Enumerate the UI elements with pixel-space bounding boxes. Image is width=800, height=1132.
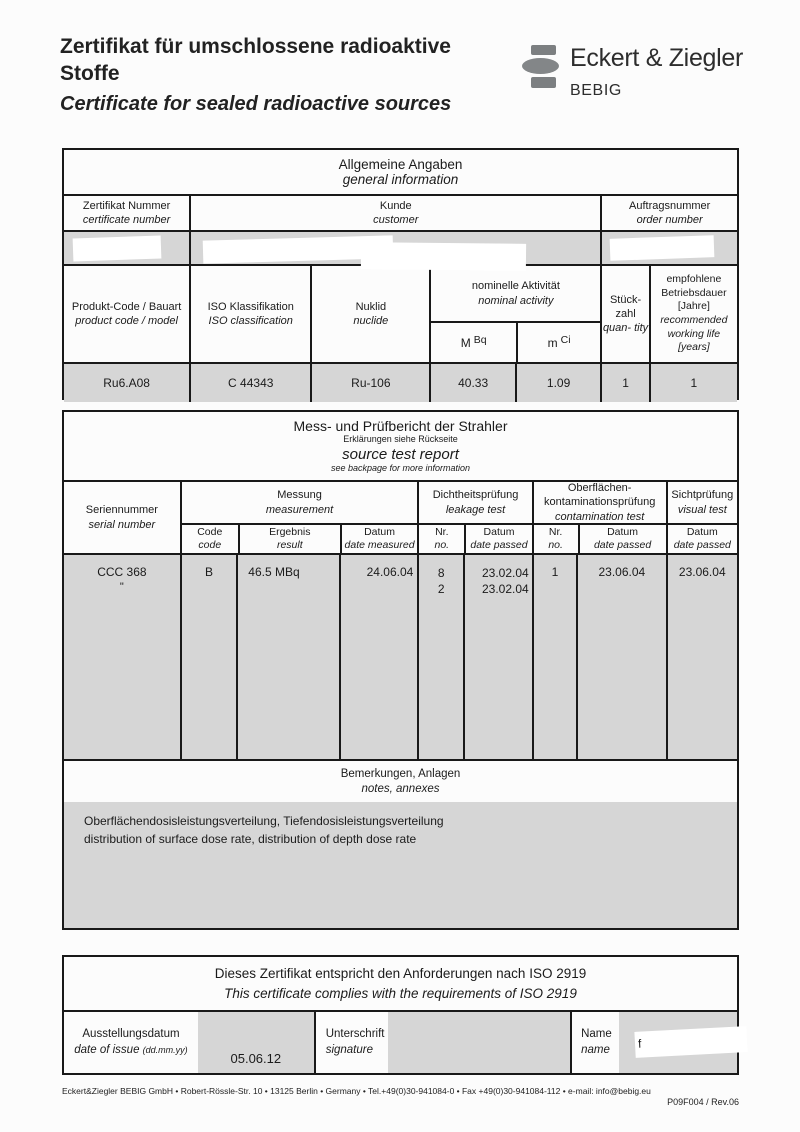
logo-text bbox=[570, 44, 743, 100]
visual-date-label-en: date passed bbox=[673, 539, 731, 551]
order-number-label-en: order number bbox=[636, 214, 703, 226]
serial-number-label-de: Seriennummer bbox=[85, 504, 158, 517]
customer-label-en: customer bbox=[373, 214, 419, 226]
iso-classification-label-de: ISO Klassifikation bbox=[207, 300, 294, 313]
iso-classification-header bbox=[189, 266, 310, 362]
general-info-title-row bbox=[64, 150, 737, 194]
working-life-label-de: empfohlene Betriebsdauer [Jahre] bbox=[661, 273, 727, 313]
contam-date-value: 23.06.04 bbox=[576, 555, 666, 759]
quantity-header bbox=[600, 266, 648, 362]
general-information-table bbox=[62, 148, 739, 400]
result-header bbox=[238, 525, 340, 553]
signature-row bbox=[64, 1010, 737, 1073]
nominal-activity-label-en: nominal activity bbox=[478, 294, 554, 307]
customer-header bbox=[189, 196, 600, 230]
nominal-activity-title bbox=[431, 266, 600, 323]
product-code-label-en: product code / model bbox=[75, 315, 178, 327]
name-header bbox=[572, 1012, 619, 1073]
date-of-issue-label-en: date of issue bbox=[74, 1043, 140, 1056]
nuclide-header bbox=[310, 266, 429, 362]
serial-ditto-mark: " bbox=[119, 581, 124, 593]
contam-no-value: 1 bbox=[532, 555, 576, 759]
measurement-label-de: Messung bbox=[277, 489, 322, 502]
certificate-number-label-en: certificate number bbox=[82, 214, 171, 226]
leak-date-label-de: Datum bbox=[483, 525, 515, 538]
quantity-label-de: Stück- zahl bbox=[609, 293, 642, 320]
date-measured-label-de: Datum bbox=[364, 525, 396, 538]
serial-number-value bbox=[64, 555, 180, 759]
nominal-activity-header bbox=[429, 266, 600, 362]
report-data-row bbox=[64, 553, 737, 759]
leak-no-1: 8 bbox=[437, 566, 445, 580]
measurement-label-en: measurement bbox=[265, 503, 334, 516]
activity-mbq-value: 40.33 bbox=[429, 364, 514, 402]
contam-date-label-en: date passed bbox=[593, 539, 652, 551]
date-of-issue-header bbox=[64, 1012, 198, 1073]
report-title-row bbox=[64, 412, 737, 480]
name-label-en: name bbox=[581, 1043, 610, 1056]
serial-number-header bbox=[64, 482, 180, 553]
visual-test-label-en: visual test bbox=[677, 503, 727, 516]
document-reference: P09F004 / Rev.06 bbox=[667, 1097, 739, 1107]
visual-date-header bbox=[668, 525, 737, 553]
date-measured-header bbox=[340, 525, 418, 553]
logo-ellipse bbox=[522, 58, 559, 74]
general-info-title-en: general information bbox=[342, 172, 459, 187]
quantity-value: 1 bbox=[600, 364, 648, 402]
notes-title-de: Bemerkungen, Anlagen bbox=[340, 767, 461, 780]
nuclide-label-de: Nuklid bbox=[355, 300, 387, 313]
contamination-label-de1: Oberflächen- bbox=[567, 482, 632, 495]
stacked-discs-icon bbox=[522, 44, 559, 91]
compliance-title-de: Dieses Zertifikat entspricht den Anforderungen nach ISO 2919 bbox=[214, 965, 587, 981]
unit-mbq-main: M bbox=[460, 335, 471, 350]
leak-date-1: 23.02.04 bbox=[481, 566, 529, 580]
report-title-en: source test report bbox=[342, 445, 459, 463]
leak-no-label-de: Nr. bbox=[435, 525, 449, 538]
result-value: 46.5 MBq bbox=[236, 555, 339, 759]
unit-mci-header bbox=[516, 323, 600, 362]
unit-mbq-header bbox=[431, 323, 515, 362]
date-measured-value: 24.06.04 bbox=[339, 555, 417, 759]
visual-date-value: 23.06.04 bbox=[666, 555, 737, 759]
visual-test-title bbox=[668, 482, 737, 525]
contam-no-header bbox=[534, 525, 578, 553]
code-value: B bbox=[180, 555, 237, 759]
date-of-issue-value: 05.06.12 bbox=[198, 1012, 316, 1073]
report-title-de: Mess- und Prüfbericht der Strahler bbox=[293, 417, 508, 434]
notes-title-en: notes, annexes bbox=[361, 782, 440, 795]
date-measured-label-en: date measured bbox=[344, 539, 415, 551]
iso-classification-value: C 44343 bbox=[189, 364, 310, 402]
code-label-de: Code bbox=[197, 525, 223, 538]
code-header bbox=[182, 525, 238, 553]
order-number-value bbox=[600, 232, 737, 264]
compliance-title-row bbox=[64, 957, 737, 1010]
leak-no-value bbox=[417, 555, 463, 759]
visual-test-label-de: Sichtprüfung bbox=[671, 489, 734, 502]
product-header-row bbox=[64, 264, 737, 362]
report-note-de: Erklärungen siehe Rückseite bbox=[343, 433, 458, 444]
code-label-en: code bbox=[198, 539, 222, 551]
iso-classification-label-en: ISO classification bbox=[208, 315, 293, 327]
working-life-value: 1 bbox=[649, 364, 737, 402]
logo-disc-top bbox=[531, 45, 556, 55]
certificate-number-header bbox=[64, 196, 189, 230]
general-info-values-row bbox=[64, 230, 737, 264]
leak-date-header bbox=[464, 525, 531, 553]
quantity-label-en: quan- tity bbox=[602, 322, 649, 335]
measurement-group-header bbox=[180, 482, 418, 553]
unit-mci-main: m bbox=[547, 335, 558, 350]
logo-sub-brand: BEBIG bbox=[570, 82, 622, 99]
contamination-test-group-header bbox=[532, 482, 666, 553]
unit-mci-sup: Ci bbox=[560, 333, 571, 346]
measurement-title bbox=[182, 482, 418, 525]
logo-brand-name: Eckert & Ziegler bbox=[570, 44, 744, 72]
leak-date-2: 23.02.04 bbox=[481, 582, 529, 597]
nuclide-label-en: nuclide bbox=[353, 315, 389, 327]
contam-date-header bbox=[578, 525, 666, 553]
signature-area bbox=[388, 1012, 572, 1073]
notes-line-en: distribution of surface dose rate, distribution of depth dose rate bbox=[84, 832, 417, 846]
serial-value: CCC 368 bbox=[97, 565, 147, 579]
company-logo bbox=[522, 44, 743, 100]
general-info-title-de: Allgemeine Angaben bbox=[338, 157, 463, 172]
product-code-header bbox=[64, 266, 189, 362]
contam-no-label-de: Nr. bbox=[548, 525, 563, 538]
report-header-row bbox=[64, 480, 737, 553]
order-number-label-de: Auftragsnummer bbox=[629, 199, 711, 212]
activity-units-row bbox=[431, 323, 600, 362]
source-test-report-table bbox=[62, 410, 739, 930]
result-label-en: result bbox=[276, 539, 303, 551]
customer-label-de: Kunde bbox=[379, 199, 412, 212]
order-number-header bbox=[600, 196, 737, 230]
redaction-patch bbox=[635, 1026, 748, 1058]
compliance-table bbox=[62, 955, 739, 1075]
contamination-subheaders bbox=[534, 525, 666, 553]
date-of-issue-label-de: Ausstellungsdatum bbox=[82, 1027, 180, 1040]
name-value-area bbox=[619, 1012, 737, 1073]
nominal-activity-label-de: nominelle Aktivität bbox=[471, 280, 560, 293]
notes-header-row bbox=[64, 759, 737, 802]
measurement-subheaders bbox=[182, 525, 418, 553]
name-label-de: Name bbox=[581, 1027, 612, 1040]
redaction-patch bbox=[361, 242, 526, 271]
signature-label-en: signature bbox=[325, 1043, 373, 1056]
page-title-en: Certificate for sealed radioactive sources bbox=[60, 92, 452, 115]
leakage-test-label-de: Dichtheitsprüfung bbox=[432, 489, 519, 502]
leakage-test-group-header bbox=[417, 482, 531, 553]
notes-line-de: Oberflächendosisleistungsverteilung, Tiefendosisleistungsverteilung bbox=[84, 814, 444, 828]
leak-date-label-en: date passed bbox=[470, 539, 528, 551]
notes-area bbox=[64, 802, 737, 928]
compliance-title-en: This certificate complies with the requirements of ISO 2919 bbox=[224, 985, 577, 1001]
redaction-patch bbox=[610, 235, 715, 261]
unit-mbq-sup: Bq bbox=[473, 333, 487, 346]
redaction-patch bbox=[73, 235, 162, 261]
general-info-header-row bbox=[64, 194, 737, 230]
report-note-en: see backpage for more information bbox=[330, 462, 471, 473]
page-title-de: Zertifikat für umschlossene radioaktive Stoffe bbox=[60, 35, 451, 85]
footer-address: Eckert&Ziegler BEBIG GmbH • Robert-Rössle-Str. 10 • 13125 Berlin • Germany • Tel.+49(0)30-941084-0 • Fax +49(0)30-941084-112 • e-mail: info@bebig.eu bbox=[62, 1086, 651, 1096]
visual-test-group-header bbox=[666, 482, 737, 553]
signature-label-de: Unterschrift bbox=[325, 1027, 385, 1040]
contamination-label-de2: kontaminationsprüfung bbox=[544, 496, 656, 509]
leak-no-label-en: no. bbox=[434, 539, 450, 551]
result-label-de: Ergebnis bbox=[269, 525, 311, 538]
visual-subheaders bbox=[668, 525, 737, 553]
product-data-row bbox=[64, 362, 737, 402]
contamination-label-en: contamination test bbox=[555, 510, 645, 523]
working-life-label-en: recommended working life [years] bbox=[660, 314, 728, 354]
working-life-header bbox=[649, 266, 737, 362]
activity-mci-value: 1.09 bbox=[515, 364, 600, 402]
name-fragment: f bbox=[637, 1036, 642, 1051]
leak-no-2: 2 bbox=[437, 582, 445, 597]
serial-number-label-en: serial number bbox=[88, 518, 156, 531]
page-title bbox=[60, 34, 500, 117]
contam-no-label-en: no. bbox=[548, 539, 563, 551]
leakage-test-title bbox=[419, 482, 531, 525]
nuclide-value: Ru-106 bbox=[310, 364, 429, 402]
contamination-test-title bbox=[534, 482, 666, 525]
certificate-number-label-de: Zertifikat Nummer bbox=[82, 199, 171, 212]
notes-content bbox=[64, 802, 444, 928]
customer-value bbox=[189, 232, 600, 264]
leakage-test-label-en: leakage test bbox=[445, 503, 506, 516]
visual-date-label-de: Datum bbox=[686, 525, 718, 538]
leakage-subheaders bbox=[419, 525, 531, 553]
product-code-value: Ru6.A08 bbox=[103, 376, 150, 390]
certificate-number-value bbox=[64, 232, 189, 264]
contam-date-label-de: Datum bbox=[607, 525, 639, 538]
leak-date-value bbox=[463, 555, 532, 759]
product-code-label-de: Produkt-Code / Bauart bbox=[71, 300, 182, 313]
leak-no-header bbox=[419, 525, 464, 553]
signature-header bbox=[316, 1012, 388, 1073]
logo-disc-bottom bbox=[531, 77, 556, 88]
date-format-hint: (dd.mm.yy) bbox=[142, 1044, 188, 1055]
